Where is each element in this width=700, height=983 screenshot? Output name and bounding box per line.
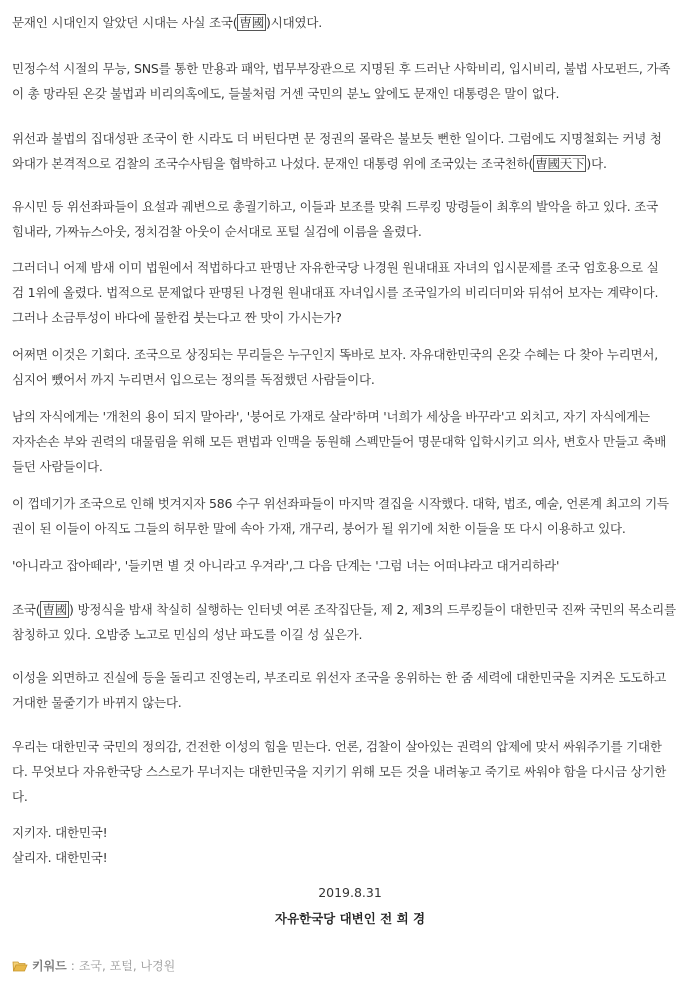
line: 살리자. 대한민국! bbox=[12, 850, 108, 865]
text: ) 방정식을 밤새 착실히 실행하는 인터넷 여론 조작집단들, 제 2, 제3의 드루킹들이 대한민국 진짜 국민의 목소리를 bbox=[69, 602, 676, 617]
line: 그러나 소금투성이 바다에 물한컵 붓는다고 짠 맛이 가시는가? bbox=[12, 310, 342, 325]
paragraph-5 bbox=[12, 255, 688, 330]
line: 유시민 등 위선좌파들이 요설과 궤변으로 총궐기하고, 이들과 보조를 맞춰 드루킹 망령들이 최후의 발악을 하고 있다. 조국 bbox=[12, 199, 659, 214]
line: 다. 무엇보다 자유한국당 스스로가 무너지는 대한민국을 지키기 위해 모든 것을 내려놓고 죽기로 싸워야 함을 다시금 상기한 bbox=[12, 764, 667, 779]
line: 어쩌면 이것은 기회다. 조국으로 상징되는 무리들은 누구인지 똑바로 보자. 자유대한민국의 온갖 수혜는 다 찾아 누리면서, bbox=[12, 347, 659, 362]
spokesperson-signature: 자유한국당 대변인 전 희 경 bbox=[274, 911, 426, 926]
line: 그러더니 어제 밤새 이미 법원에서 적법하다고 판명난 자유한국당 나경원 원내대표 자녀의 입시문제를 조국 엄호용으로 실 bbox=[12, 260, 659, 275]
paragraph-10 bbox=[12, 597, 688, 647]
line: '아니라고 잡아떼라', '들키면 별 것 아니라고 우겨라',그 다음 단계는 '그럼 너는 어떠냐라고 대거리하라' bbox=[12, 558, 560, 573]
text: 조국( bbox=[12, 602, 41, 617]
text: 와대가 본격적으로 검찰의 조국수사팀을 협박하고 나섰다. 문재인 대통령 위에 조국있는 조국천하( bbox=[12, 156, 534, 171]
line: 거대한 물줄기가 바뀌지 않는다. bbox=[12, 695, 182, 710]
line: 들던 사람들이다. bbox=[12, 459, 103, 474]
line: 우리는 대한민국 국민의 정의감, 건전한 이성의 힘을 믿는다. 언론, 검찰이 살아있는 권력의 압제에 맞서 싸워주기를 기대한 bbox=[12, 739, 662, 754]
hanja-text: 曺國 bbox=[239, 15, 265, 30]
line: 자자손손 부와 권력의 대물림을 위해 모든 편법과 인맥을 동원해 스펙만들어 명문대학 입학시키고 의사, 변호사 만들고 축배 bbox=[12, 434, 667, 449]
line: 위선과 불법의 집대성판 조국이 한 시라도 더 버틴다면 문 정권의 몰락은 불보듯 뻔한 일이다. 그럼에도 지명철회는 커녕 청 bbox=[12, 131, 662, 146]
paragraph-12 bbox=[12, 734, 688, 809]
paragraph-6 bbox=[12, 342, 688, 392]
line: 참칭하고 있다. 오밤중 노고로 민심의 성난 파도를 이길 성 싶은가. bbox=[12, 627, 363, 642]
keywords-label: 키워드 bbox=[32, 959, 67, 973]
paragraph-11 bbox=[12, 665, 688, 715]
paragraph-4 bbox=[12, 194, 688, 244]
folder-open-icon bbox=[12, 960, 28, 972]
paragraph-9 bbox=[12, 553, 688, 578]
line: 검 1위에 올렸다. 법적으로 문제없다 판명된 나경원 원내대표 자녀입시를 조국일가의 비리더미와 뒤섞어 보자는 계략이다. bbox=[12, 285, 659, 300]
line: 심지어 뺐어서 까지 누리면서 입으로는 정의를 독점했던 사람들이다. bbox=[12, 372, 375, 387]
line bbox=[12, 151, 688, 176]
line: 지키자. 대한민국! bbox=[12, 825, 108, 840]
paragraph-2 bbox=[12, 56, 688, 106]
publish-date: 2019.8.31 bbox=[318, 885, 382, 900]
line: 힘내라, 가짜뉴스아웃, 정치검찰 아웃이 순서대로 포털 실검에 이름을 올렸다. bbox=[12, 224, 422, 239]
hanja-text: 曺國 bbox=[42, 602, 68, 617]
keywords-list[interactable]: 조국, 포털, 나경원 bbox=[78, 959, 176, 973]
paragraph-8 bbox=[12, 491, 688, 541]
line: 다. bbox=[12, 789, 28, 804]
paragraph-7 bbox=[12, 404, 688, 479]
line bbox=[12, 10, 688, 35]
paragraph-1 bbox=[12, 10, 688, 35]
hanja-text: 曺國天下 bbox=[535, 156, 585, 171]
keywords-bar bbox=[12, 957, 175, 974]
line: 민정수석 시절의 무능, SNS를 통한 만용과 패악, 법무부장관으로 지명된 후 드러난 사학비리, 입시비리, 불법 사모펀드, 가족 bbox=[12, 61, 671, 76]
paragraph-13 bbox=[12, 820, 688, 870]
line: 이 총 망라된 온갖 불법과 비리의혹에도, 들불처럼 거센 국민의 분노 앞에도 문재인 대통령은 말이 없다. bbox=[12, 86, 560, 101]
text: )다. bbox=[586, 156, 607, 171]
text: )시대였다. bbox=[266, 15, 322, 30]
line: 이성을 외면하고 진실에 등을 돌리고 진영논리, 부조리로 위선자 조국을 옹위하는 한 줌 세력에 대한민국을 지켜온 도도하고 bbox=[12, 670, 667, 685]
keywords-separator: : bbox=[70, 958, 75, 973]
line: 남의 자식에게는 '개천의 용이 되지 말아라', '붕어로 가재로 살라'하며 '너희가 세상을 바꾸라'고 외치고, 자기 자식에게는 bbox=[12, 409, 650, 424]
line: 이 껍데기가 조국으로 인해 벗겨지자 586 수구 위선좌파들이 마지막 결집을 시작했다. 대학, 법조, 예술, 언론계 최고의 기득 bbox=[12, 496, 669, 511]
text: 문재인 시대인지 알았던 시대는 사실 조국( bbox=[12, 15, 238, 30]
paragraph-3 bbox=[12, 126, 688, 176]
line bbox=[12, 597, 688, 622]
line: 권이 된 이들이 아직도 그들의 허무한 말에 속아 가재, 개구리, 붕어가 될 위기에 처한 이들을 또 다시 이용하고 있다. bbox=[12, 521, 626, 536]
